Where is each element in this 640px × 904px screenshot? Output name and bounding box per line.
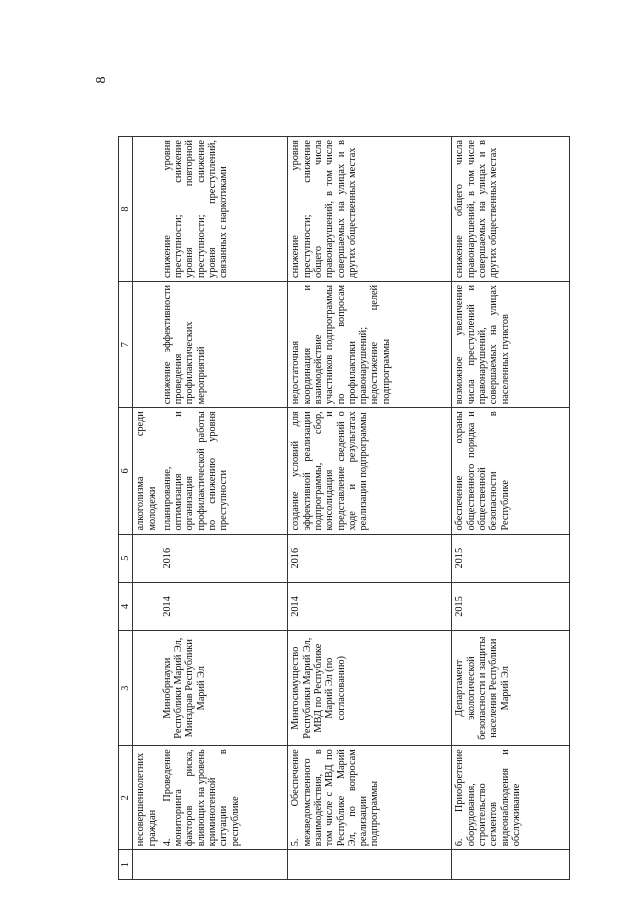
measure-cell: 4. Проведение мониторинга факторов риска, влияющих на уровень криминогенной ситуации в республике — [160, 746, 288, 850]
cont-cell-8 — [133, 137, 160, 282]
cont-cell-result: алкоголизма среди молодежи — [133, 408, 160, 534]
start-year-cell: 2014 — [288, 582, 452, 630]
row-number-cell — [288, 850, 452, 880]
start-year-cell: 2015 — [452, 582, 570, 630]
consequences-cell: недостаточная координация и взаимодействие участников подпрограммы по вопросам профилактики правонарушений; недостижение целей подпрограммы — [288, 281, 452, 407]
consequences-cell: возможное увеличение числа преступлений и правонарушений, совершаемых на улицах населенных пунктов — [452, 281, 570, 407]
cont-cell-1 — [133, 850, 160, 880]
start-year-cell: 2014 — [160, 582, 288, 630]
row-number-cell — [452, 850, 570, 880]
header-row — [119, 137, 133, 880]
measures-table — [118, 136, 570, 880]
header-col-4: 4 — [119, 582, 133, 630]
cont-cell-7 — [133, 281, 160, 407]
header-col-3: 3 — [119, 631, 133, 746]
executor-cell: Мингосимущество Республики Марий Эл, МВД по Республике Марий Эл (по согласованию) — [288, 631, 452, 746]
executor-cell: Минобрнауки Республики Марий Эл, Минздрав Республики Марий Эл — [160, 631, 288, 746]
header-col-8: 8 — [119, 137, 133, 282]
indicator-link-cell: снижение уровня преступности; снижение уровня повторной преступности; снижение уровня преступлений, связанных с наркотиками — [160, 137, 288, 282]
indicator-link-cell: снижение общего числа правонарушений, в том числе совершаемых на улицах и в других общественных местах — [452, 137, 570, 282]
header-col-6: 6 — [119, 408, 133, 534]
table-row — [160, 137, 288, 880]
indicator-link-cell: снижение уровня преступности; снижение общего числа правонарушений, в том числе совершаемых на улицах и в других общественных местах — [288, 137, 452, 282]
rotated-page-content — [118, 136, 578, 880]
continuation-row — [133, 137, 160, 880]
cont-cell-3 — [133, 631, 160, 746]
page-number: 8 — [94, 76, 109, 84]
header-col-7: 7 — [119, 281, 133, 407]
table-row — [288, 137, 452, 880]
table-row — [452, 137, 570, 880]
executor-cell: Департамент экологической безопасности и защиты населения Республики Марий Эл — [452, 631, 570, 746]
end-year-cell: 2016 — [288, 534, 452, 582]
cont-cell-measure: несовершеннолетних граждан — [133, 746, 160, 850]
measure-cell: 6. Приобретение оборудования, строительство сегментов видеонаблюдения и обслуживание — [452, 746, 570, 850]
consequences-cell: снижение эффективности проведения профилактических мероприятий — [160, 281, 288, 407]
cont-cell-5 — [133, 534, 160, 582]
header-col-1: 1 — [119, 850, 133, 880]
header-col-5: 5 — [119, 534, 133, 582]
expected-result-cell: планирование, оптимизация и организация профилактической работы по снижению уровня преступности — [160, 408, 288, 534]
header-col-2: 2 — [119, 746, 133, 850]
cont-cell-4 — [133, 582, 160, 630]
measure-cell: 5. Обеспечение межведомственного взаимодействия, в том числе с МВД по Республике Марий Эл, по вопросам реализации подпрограммы — [288, 746, 452, 850]
expected-result-cell: обеспечение охраны общественного порядка и общественной безопасности в Республике — [452, 408, 570, 534]
end-year-cell: 2016 — [160, 534, 288, 582]
expected-result-cell: создание условий для эффективной реализации подпрограммы, сбор, консолидация и представление сведений о ходе и результатах реализации подпрограммы — [288, 408, 452, 534]
end-year-cell: 2015 — [452, 534, 570, 582]
row-number-cell — [160, 850, 288, 880]
